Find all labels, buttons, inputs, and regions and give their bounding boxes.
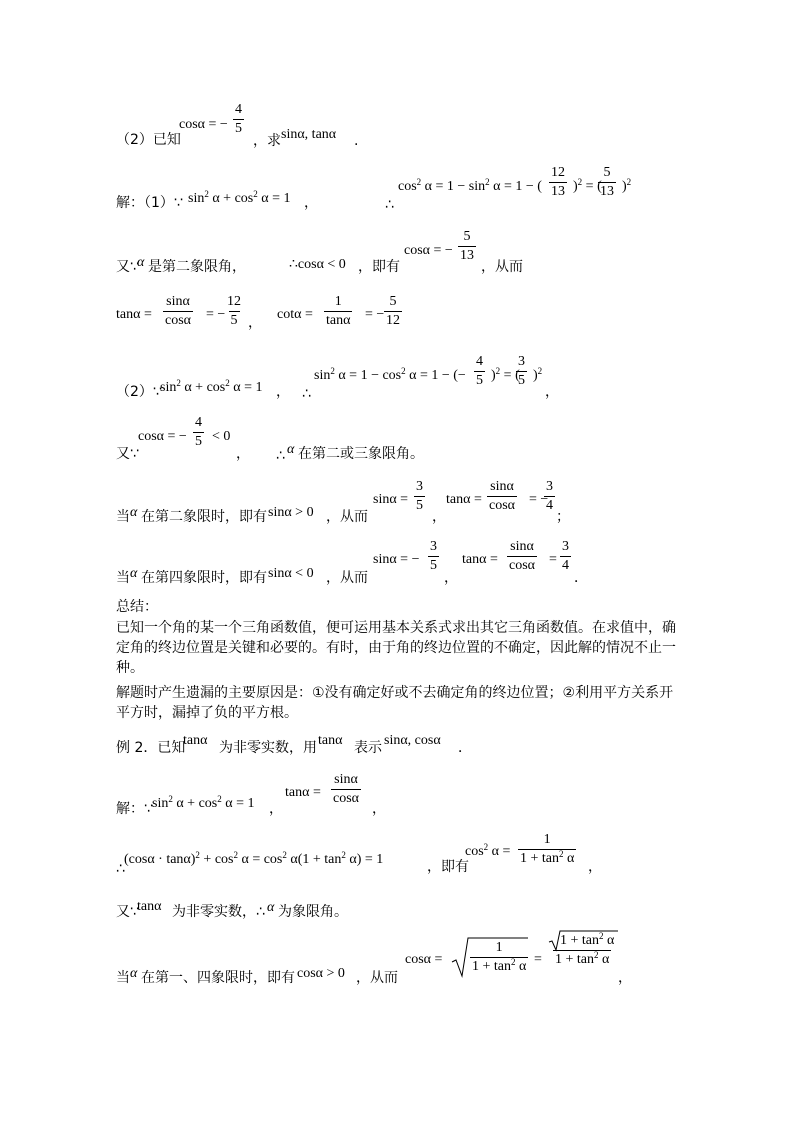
neg-equals: = − bbox=[529, 492, 549, 507]
comma: ， bbox=[588, 859, 602, 875]
numerator: 12 bbox=[227, 294, 241, 309]
fraction-5-13 bbox=[458, 230, 476, 263]
numerator: 3 bbox=[546, 479, 553, 494]
since-prefix: 又∵ bbox=[116, 446, 139, 462]
example2-solution-label: 解：∵ bbox=[116, 801, 153, 817]
fraction-4-5 bbox=[474, 355, 485, 388]
case4-text: 在第四象限时，即有 bbox=[141, 570, 267, 586]
fraction-3-4 bbox=[560, 540, 571, 573]
sin-negative: sinα < 0 bbox=[268, 566, 314, 581]
thus-text: ，从而 bbox=[481, 259, 523, 275]
problem2-fraction bbox=[233, 103, 244, 136]
sin-over-cos bbox=[163, 295, 193, 328]
denominator: 12 bbox=[386, 313, 400, 328]
since-prefix: 又∵ bbox=[116, 259, 139, 275]
fraction-5-12 bbox=[384, 295, 402, 328]
numerator: 4 bbox=[195, 415, 202, 430]
comma: ， bbox=[276, 384, 290, 400]
alpha-symbol: α bbox=[130, 566, 138, 581]
fraction-5-13 bbox=[598, 166, 616, 199]
fraction-12-5 bbox=[225, 295, 243, 328]
thus-text: ，从而 bbox=[326, 509, 368, 525]
tan-alpha: tanα bbox=[137, 899, 162, 914]
numerator: 5 bbox=[603, 165, 611, 180]
numerator: sinα bbox=[166, 294, 190, 309]
tan-alpha: tanα bbox=[183, 733, 208, 748]
fraction-3-5 bbox=[516, 355, 527, 388]
denominator: 5 bbox=[235, 121, 242, 136]
cos-negative: ∴cosα < 0 bbox=[289, 257, 346, 272]
problem2-cos-given: cosα = − bbox=[179, 117, 228, 132]
alpha-symbol: α bbox=[130, 505, 138, 520]
sin-eq-neg: sinα = − bbox=[373, 552, 420, 567]
denominator: $1 + \tan^2 \alpha$ bbox=[520, 849, 575, 866]
equals: = bbox=[534, 952, 542, 967]
comma: ， bbox=[269, 801, 283, 817]
fraction-12-13 bbox=[549, 166, 567, 199]
cos-positive: cosα > 0 bbox=[297, 966, 345, 981]
sin-over-cos bbox=[487, 480, 517, 513]
numerator: 3 bbox=[518, 354, 525, 369]
numerator: 1 bbox=[334, 294, 342, 309]
denominator: 5 bbox=[416, 498, 423, 513]
therefore-symbol: ∴ bbox=[302, 386, 311, 402]
alpha-symbol: α bbox=[130, 966, 138, 981]
numerator: sinα bbox=[334, 772, 358, 787]
comma: ， bbox=[248, 315, 262, 331]
denominator: 5 bbox=[518, 373, 525, 388]
sqrt-radical-icon bbox=[548, 930, 618, 952]
close-paren-squared: )$^2$ = ( bbox=[491, 366, 520, 383]
solution1-identity: $\sin^2 \alpha + \cos^2 \alpha = 1$ bbox=[188, 189, 291, 206]
numerator: 4 bbox=[235, 102, 242, 117]
sin-positive: sinα > 0 bbox=[268, 505, 314, 520]
numerator: 12 bbox=[551, 165, 565, 180]
one-over-one-plus-tan2 bbox=[470, 941, 528, 974]
denominator: tanα bbox=[326, 313, 351, 328]
semicolon: ； bbox=[556, 509, 570, 525]
example2-label: 例 2．已知 bbox=[116, 740, 186, 756]
numerator: sinα bbox=[510, 539, 534, 554]
quadrant2-text: 是第二象限角， bbox=[148, 259, 246, 275]
cos-eq: cosα = bbox=[405, 952, 443, 967]
close-paren-squared: )$^2$ bbox=[533, 366, 543, 383]
denominator: 4 bbox=[562, 558, 569, 573]
when-prefix: 当 bbox=[116, 509, 130, 525]
solution2-identity: $\sin^2 \alpha + \cos^2 \alpha = 1$ bbox=[160, 378, 263, 395]
tan-eq: tanα = bbox=[285, 785, 321, 800]
close-paren-squared: )$^2$ = ( bbox=[573, 177, 602, 194]
sin-over-cos bbox=[507, 540, 537, 573]
numerator: 4 bbox=[476, 354, 483, 369]
example2-target: sinα, cosα bbox=[384, 733, 441, 748]
example2-derivation: $(\cos\alpha \cdot \tan\alpha)^2 + \cos^2 \alpha = \cos^2 \alpha(1 + \tan^2 \alpha) = 1$ bbox=[124, 850, 384, 867]
denominator: 5 bbox=[195, 434, 202, 449]
less-than-zero: < 0 bbox=[212, 429, 231, 444]
denominator: cosα bbox=[509, 558, 535, 573]
comma: ， bbox=[618, 970, 632, 986]
tan-eq: tanα = bbox=[462, 552, 498, 567]
one-over-tan bbox=[324, 295, 352, 328]
one-over-one-plus-tan2 bbox=[518, 833, 576, 866]
comma: ， bbox=[372, 801, 386, 817]
therefore-symbol: ∴ bbox=[116, 861, 125, 877]
denominator: $1 + \tan^2 \alpha$ bbox=[472, 957, 527, 974]
i-e: ，即有 bbox=[427, 859, 469, 875]
tan-lhs: tanα = bbox=[116, 307, 152, 322]
sqrt-over-one-plus-tan2 bbox=[548, 931, 616, 967]
neg-equals: = − bbox=[206, 307, 226, 322]
denominator: 13 bbox=[551, 184, 565, 199]
since-prefix: 又∵ bbox=[116, 904, 139, 920]
equals: = bbox=[549, 552, 557, 567]
case14-text: 在第一、四象限时，即有 bbox=[141, 970, 295, 986]
thus-text: ，从而 bbox=[356, 970, 398, 986]
numerator: 3 bbox=[416, 479, 423, 494]
cos-value: cosα = − bbox=[404, 243, 453, 258]
close-paren-squared: )$^2$ bbox=[622, 177, 632, 194]
fraction-4-5 bbox=[193, 416, 204, 449]
case2-text: 在第二象限时，即有 bbox=[141, 509, 267, 525]
when-prefix: 当 bbox=[116, 570, 130, 586]
fraction-3-4 bbox=[544, 480, 555, 513]
pythagorean-identity: $\sin^2 \alpha + \cos^2 \alpha = 1$ bbox=[152, 794, 255, 811]
comma: ， bbox=[444, 570, 458, 586]
tan-eq: tanα = bbox=[446, 492, 482, 507]
neg-equals: = − bbox=[365, 307, 385, 322]
i-e: ，即有 bbox=[358, 259, 400, 275]
example2-end: ． bbox=[458, 740, 472, 756]
denominator: cosα bbox=[489, 498, 515, 513]
numerator: 5 bbox=[463, 229, 471, 244]
numerator: 3 bbox=[562, 539, 569, 554]
problem2-ask: ，求 bbox=[253, 133, 281, 149]
denominator: 13 bbox=[460, 248, 474, 263]
sin-eq: sinα = bbox=[373, 492, 409, 507]
numerator: 3 bbox=[430, 539, 437, 554]
problem2-target: sinα, tanα bbox=[281, 127, 337, 142]
solution2-label: （2）∵ bbox=[116, 384, 162, 400]
fraction-3-5 bbox=[414, 480, 425, 513]
problem2-end: . bbox=[354, 133, 359, 149]
cos-neg-given: cosα = − bbox=[138, 429, 187, 444]
denominator: 5 bbox=[476, 373, 483, 388]
problem2-label: （2）已知 bbox=[116, 132, 181, 148]
when-prefix: 当 bbox=[116, 970, 130, 986]
period: ． bbox=[574, 570, 588, 586]
therefore-symbol: ∴ bbox=[276, 448, 285, 464]
numerator bbox=[548, 931, 616, 950]
thus-text: ，从而 bbox=[326, 570, 368, 586]
nonzero-text: 为非零实数，∴ bbox=[172, 904, 265, 920]
denominator: 5 bbox=[230, 313, 238, 328]
denominator: cosα bbox=[165, 313, 191, 328]
denominator: 4 bbox=[546, 498, 553, 513]
denominator: 13 bbox=[600, 184, 614, 199]
denominator: cosα bbox=[333, 791, 359, 806]
tan-alpha: tanα bbox=[318, 733, 343, 748]
denominator: $1 + \tan^2 \alpha$ bbox=[555, 950, 610, 967]
numerator: sinα bbox=[490, 479, 514, 494]
numerator: 1 bbox=[543, 832, 551, 847]
radicand: $1 + \tan^2 \alpha$ bbox=[560, 931, 615, 948]
alpha-symbol: α bbox=[267, 900, 275, 915]
denominator: 5 bbox=[430, 558, 437, 573]
alpha-symbol: α bbox=[137, 255, 145, 270]
example2-text2: 表示 bbox=[354, 740, 382, 756]
numerator: 5 bbox=[389, 294, 397, 309]
comma: ， bbox=[432, 509, 446, 525]
example2-text1: 为非零实数，用 bbox=[219, 740, 317, 756]
comma: ， bbox=[236, 446, 250, 462]
summary-paragraph-2: 解题时产生遗漏的主要原因是：①没有确定好或不去确定角的终边位置；②利用平方关系开平方时，漏掉了负的平方根。 bbox=[116, 685, 674, 721]
quadrant-2-or-3: 在第二或三象限角。 bbox=[298, 446, 424, 462]
cos-squared-eq: $\cos^2 \alpha$ = bbox=[465, 842, 511, 859]
quadrant-angle-text: 为象限角。 bbox=[278, 904, 348, 920]
comma: ， bbox=[304, 195, 318, 211]
summary-title: 总结： bbox=[116, 599, 158, 615]
summary-paragraph-1: 已知一个角的某一个三角函数值，便可运用基本关系式求出其它三角函数值。在求值中，确定角的终边位置是关键和必要的。有时，由于角的终边位置的不确定，因此解的情况不止一种。 bbox=[116, 620, 676, 676]
therefore-symbol: ∴ bbox=[385, 197, 394, 213]
solution2-sin2-derivation: $\sin^2 \alpha = 1 - \cos^2 \alpha = 1$ − (− bbox=[314, 366, 466, 383]
cot-lhs: cotα = bbox=[277, 307, 313, 322]
solution1-cos2-derivation: $\cos^2 \alpha = 1 - \sin^2 \alpha = 1$ − ( bbox=[398, 177, 542, 194]
sin-over-cos bbox=[331, 773, 361, 806]
numerator: 1 bbox=[495, 940, 503, 955]
solution1-label: 解：（1）∵ bbox=[116, 195, 183, 211]
fraction-3-5 bbox=[428, 540, 439, 573]
comma: ， bbox=[545, 384, 559, 400]
alpha-symbol: α bbox=[287, 442, 295, 457]
